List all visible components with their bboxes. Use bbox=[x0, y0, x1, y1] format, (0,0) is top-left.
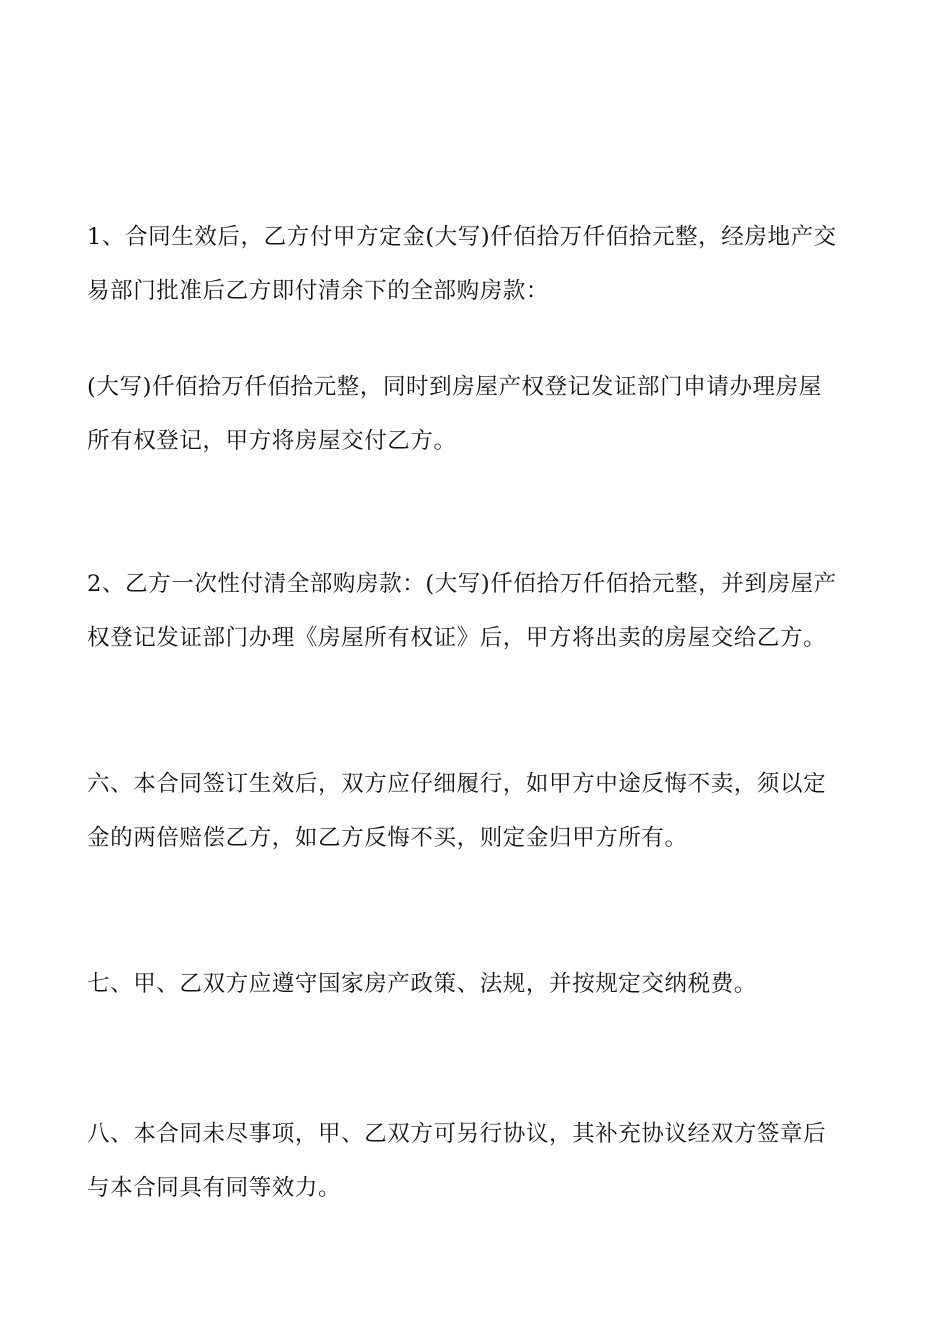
text-line: 与本合同具有同等效力。 bbox=[87, 1175, 342, 1201]
text-line: 八、本合同未尽事项，甲、乙双方可另行协议，其补充协议经双方签章后 bbox=[87, 1121, 827, 1147]
clause-2-paragraph bbox=[87, 557, 867, 665]
text-line: 七、甲、乙双方应遵守国家房产政策、法规，并按规定交纳税费。 bbox=[87, 971, 757, 997]
clause-1-continuation-paragraph bbox=[87, 360, 867, 468]
text-line: (大写)仟佰拾万仟佰拾元整，同时到房屋产权登记发证部门申请办理房屋 bbox=[87, 374, 822, 400]
text-line: 金的两倍赔偿乙方，如乙方反悔不买，则定金归甲方所有。 bbox=[87, 825, 688, 851]
clause-1-paragraph bbox=[87, 210, 867, 318]
text-line: 所有权登记，甲方将房屋交付乙方。 bbox=[87, 428, 457, 454]
clause-6-paragraph bbox=[87, 757, 867, 865]
text-line: 1、合同生效后，乙方付甲方定金(大写)仟佰拾万仟佰拾元整，经房地产交 bbox=[87, 224, 837, 250]
clause-8-paragraph bbox=[87, 1107, 867, 1215]
text-line: 易部门批准后乙方即付清余下的全部购房款： bbox=[87, 278, 550, 304]
text-line: 2、乙方一次性付清全部购房款：(大写)仟佰拾万仟佰拾元整，并到房屋产 bbox=[87, 571, 837, 597]
text-line: 权登记发证部门办理《房屋所有权证》后，甲方将出卖的房屋交给乙方。 bbox=[87, 625, 827, 651]
clause-7-paragraph bbox=[87, 957, 867, 1011]
text-line: 六、本合同签订生效后，双方应仔细履行，如甲方中途反悔不卖，须以定 bbox=[87, 771, 827, 797]
